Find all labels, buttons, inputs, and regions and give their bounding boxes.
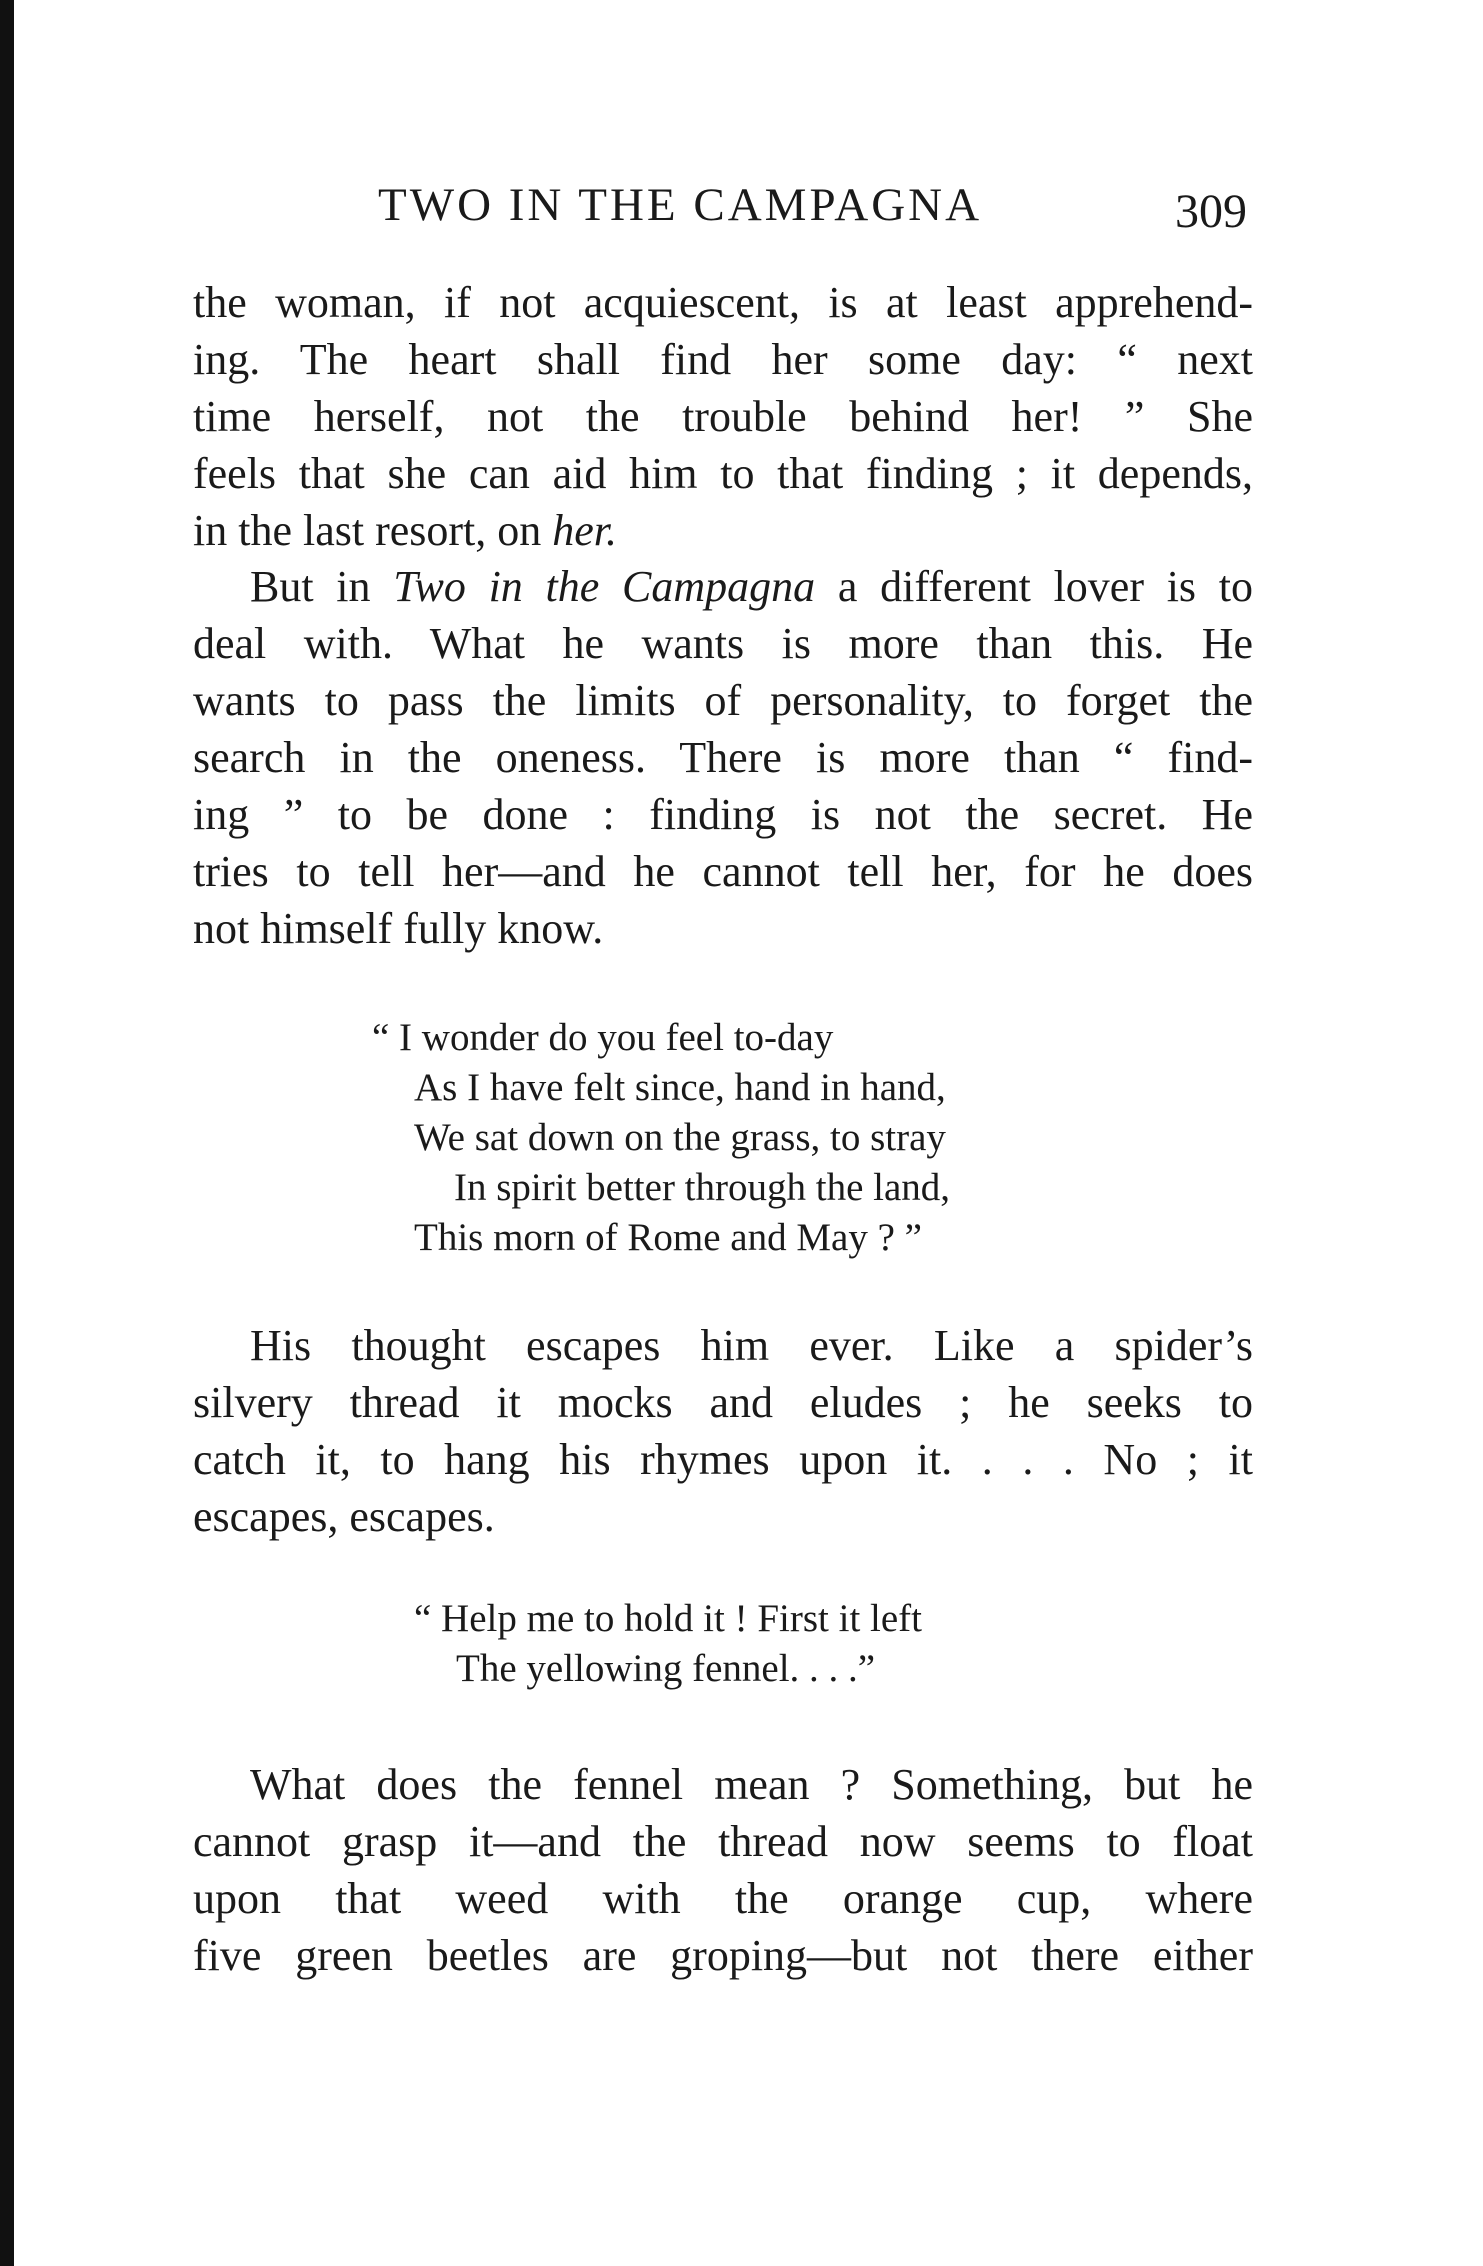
running-head [0, 178, 1483, 248]
text-line: deal with. What he wants is more than this. He [193, 619, 1253, 668]
poem-line: The yellowing fennel. . . .” [456, 1647, 876, 1690]
text-line: upon that weed with the orange cup, where [193, 1874, 1253, 1923]
text-line: cannot grasp it—and the thread now seems to float [193, 1817, 1253, 1866]
text-line: catch it, to hang his rhymes upon it. . . . No ; it [193, 1435, 1253, 1484]
text-line: His thought escapes him ever. Like a spider’s [250, 1321, 1253, 1370]
poem-line: We sat down on the grass, to stray [414, 1116, 946, 1159]
page-number: 309 [1175, 185, 1247, 238]
poem-line: “ Help me to hold it ! First it left [414, 1597, 923, 1640]
text-line: escapes, escapes. [193, 1492, 495, 1541]
text-line [193, 558, 1253, 615]
poem-title: Two in the Campagna [393, 562, 816, 611]
paragraph-2 [193, 558, 1253, 957]
text-span: a different lover is to [815, 562, 1254, 611]
text-line: not himself fully know. [193, 904, 604, 953]
poem-line: As I have felt since, hand in hand, [414, 1066, 946, 1109]
text-span: in the last resort, on [193, 506, 553, 555]
poem-quote-2 [414, 1594, 922, 1694]
italic-word: her. [552, 506, 618, 555]
text-line: tries to tell her—and he cannot tell her, for he does [193, 847, 1253, 896]
text-line [193, 502, 1253, 559]
running-title: TWO IN THE CAMPAGNA [378, 179, 983, 231]
poem-line: In spirit better through the land, [454, 1166, 951, 1209]
text-line: feels that she can aid him to that finding ; it depends, [193, 449, 1253, 498]
text-line: wants to pass the limits of personality, to forget the [193, 676, 1253, 725]
poem-quote-1 [372, 1013, 950, 1263]
text-line: time herself, not the trouble behind her! ” She [193, 392, 1253, 441]
paragraph-4 [193, 1756, 1253, 1984]
binding-edge [0, 0, 14, 2266]
paragraph-1 [193, 274, 1253, 559]
text-span: But in [250, 562, 394, 611]
text-line: the woman, if not acquiescent, is at least apprehend- [193, 278, 1253, 327]
poem-line: “ I wonder do you feel to-day [372, 1016, 834, 1059]
poem-line: This morn of Rome and May ? ” [414, 1216, 922, 1259]
paragraph-3 [193, 1317, 1253, 1545]
text-line: search in the oneness. There is more than “ find- [193, 733, 1253, 782]
text-line: ing ” to be done : finding is not the secret. He [193, 790, 1253, 839]
text-line: five green beetles are groping—but not there either [193, 1931, 1253, 1980]
text-line: silvery thread it mocks and eludes ; he seeks to [193, 1378, 1253, 1427]
text-line: ing. The heart shall find her some day: “ next [193, 335, 1253, 384]
text-line: What does the fennel mean ? Something, but he [250, 1760, 1253, 1809]
